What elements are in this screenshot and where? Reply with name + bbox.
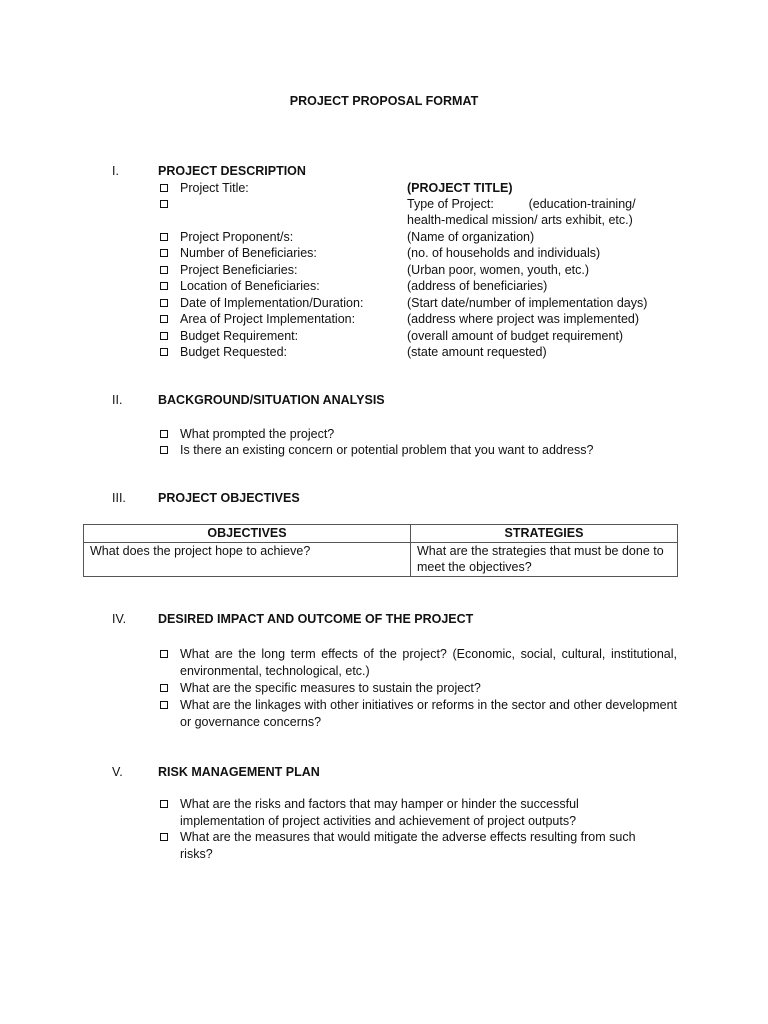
- field-value: (Start date/number of implementation days): [407, 296, 648, 310]
- field-value: (address of beneficiaries): [407, 279, 548, 293]
- checkbox-icon: [160, 833, 168, 841]
- section-heading: BACKGROUND/SITUATION ANALYSIS: [158, 393, 385, 407]
- checkbox-icon: [160, 282, 168, 290]
- table-header-row: [84, 525, 678, 543]
- question-item: What prompted the project?: [180, 427, 335, 441]
- section-heading: DESIRED IMPACT AND OUTCOME OF THE PROJECT: [158, 612, 474, 626]
- question-item: What are the long term effects of the project? (Economic, social, cultural, institutional, environmental, technological, etc.): [180, 647, 677, 678]
- question-item: What are the linkages with other initiatives or reforms in the sector and other development or governance concerns?: [180, 698, 677, 729]
- field-value: (address where project was implemented): [407, 312, 640, 326]
- section-number: II.: [112, 393, 123, 407]
- section-number: V.: [112, 765, 123, 779]
- column-header-objectives: OBJECTIVES: [84, 525, 411, 543]
- checkbox-icon: [160, 800, 168, 808]
- objectives-table: [83, 524, 678, 577]
- field-label: Area of Project Implementation:: [180, 312, 356, 326]
- section-heading: PROJECT OBJECTIVES: [158, 491, 300, 505]
- field-label: Date of Implementation/Duration:: [180, 296, 364, 310]
- checkbox-icon: [160, 701, 168, 709]
- column-header-strategies: STRATEGIES: [411, 525, 678, 543]
- checkbox-icon: [160, 684, 168, 692]
- field-label: Budget Requested:: [180, 345, 288, 359]
- question-item: What are the risks and factors that may hamper or hinder the successful implementation of project activities and achievement of project outputs?: [180, 797, 579, 828]
- checkbox-icon: [160, 184, 168, 192]
- section-number: III.: [112, 491, 126, 505]
- checkbox-icon: [160, 249, 168, 257]
- field-label: Project Title:: [180, 181, 249, 195]
- checkbox-icon: [160, 348, 168, 356]
- field-label: Number of Beneficiaries:: [180, 246, 317, 260]
- field-label: Project Beneficiaries:: [180, 263, 298, 277]
- section-heading: PROJECT DESCRIPTION: [158, 164, 306, 178]
- table-cell: What does the project hope to achieve?: [84, 542, 411, 576]
- field-label: Project Proponent/s:: [180, 230, 294, 244]
- field-value-continued: health-medical mission/ arts exhibit, etc.): [407, 213, 633, 227]
- document-title: PROJECT PROPOSAL FORMAT: [289, 94, 479, 108]
- table-row: [84, 542, 678, 576]
- field-value: (Name of organization): [407, 230, 535, 244]
- field-value: (state amount requested): [407, 345, 547, 359]
- section-heading: RISK MANAGEMENT PLAN: [158, 765, 320, 779]
- checkbox-icon: [160, 650, 168, 658]
- checkbox-icon: [160, 430, 168, 438]
- field-value: Type of Project: (education-training/: [407, 197, 636, 211]
- table-cell: What are the strategies that must be done to meet the objectives?: [411, 542, 678, 576]
- field-value: (Urban poor, women, youth, etc.): [407, 263, 590, 277]
- field-value: (PROJECT TITLE): [407, 181, 513, 195]
- checkbox-icon: [160, 315, 168, 323]
- field-value: (overall amount of budget requirement): [407, 329, 624, 343]
- checkbox-icon: [160, 299, 168, 307]
- field-label: Budget Requirement:: [180, 329, 299, 343]
- checkbox-icon: [160, 266, 168, 274]
- section-number: I.: [112, 164, 119, 178]
- checkbox-icon: [160, 233, 168, 241]
- checkbox-icon: [160, 332, 168, 340]
- section-number: IV.: [112, 612, 127, 626]
- checkbox-icon: [160, 200, 168, 208]
- question-item: Is there an existing concern or potential problem that you want to address?: [180, 443, 594, 457]
- field-label: Location of Beneficiaries:: [180, 279, 320, 293]
- question-item: What are the measures that would mitigate the adverse effects resulting from such risks?: [180, 830, 636, 861]
- field-value: (no. of households and individuals): [407, 246, 601, 260]
- checkbox-icon: [160, 446, 168, 454]
- question-item: What are the specific measures to sustain the project?: [180, 681, 481, 695]
